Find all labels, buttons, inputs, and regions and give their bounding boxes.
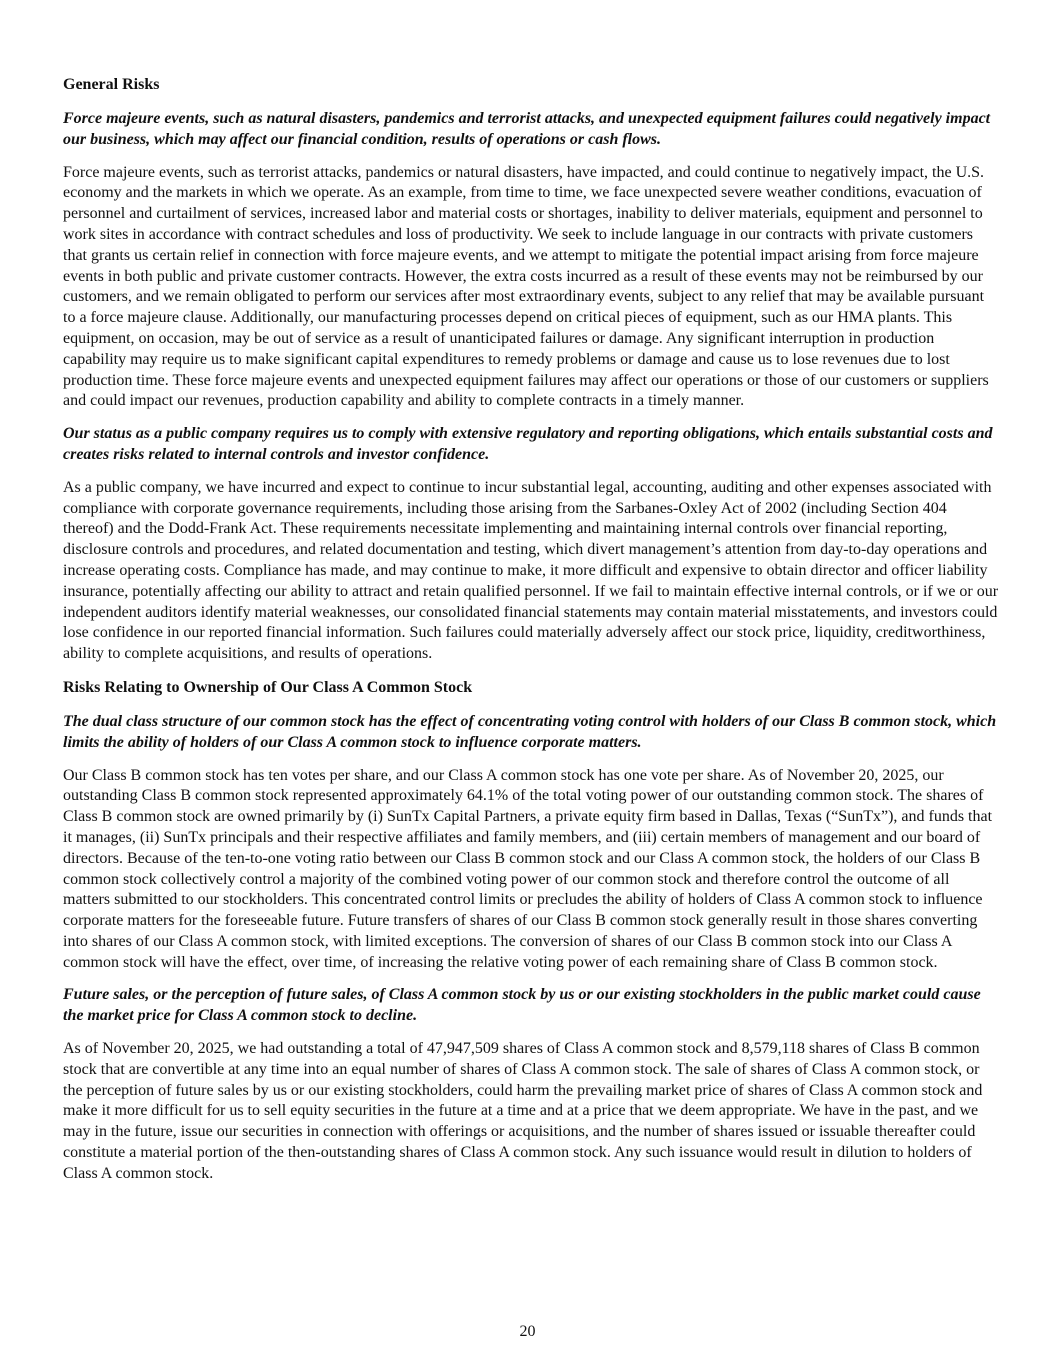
risk-title-force-majeure: Force majeure events, such as natural disasters, pandemics and terrorist attacks, and unexpected equipment failures could negatively impact our business, which may affect our financial condition, results of operations or cash flows. (63, 110, 991, 148)
section-heading-class-a-ownership: Risks Relating to Ownership of Our Class A Common Stock (63, 678, 473, 696)
risk-body-future-sales: As of November 20, 2025, we had outstanding a total of 47,947,509 shares of Class A common stock and 8,579,118 shares of Class B common stock that are convertible at any time into an equal number of shares of Class A common stock. The sale of shares of Class A common stock, or the perception of future sales by us or our existing stockholders, could harm the prevailing market price of shares of Class A common stock and make it more difficult for us to sell equity securities in the future at a time and at a price that we deem appropriate. We have in the past, and we may in the future, issue our securities in connection with offerings or acquisitions, and the number of shares issued or issuable thereafter could constitute a material portion of the then-outstanding shares of Class A common stock. Any such issuance would result in dilution to holders of Class A common stock. (63, 1040, 983, 1182)
risk-body-force-majeure: Force majeure events, such as terrorist attacks, pandemics or natural disasters, have impacted, and could continue to negatively impact, the U.S. economy and the markets in which we operate. As an example, from time to time, we face unexpected severe weather conditions, evacuation of personnel and curtailment of services, increased labor and material costs or shortages, inability to deliver materials, equipment and personnel to work sites in accordance with contract schedules and loss of productivity. We seek to include language in our contracts with private customers that grants us certain relief in connection with force majeure events, and we attempt to mitigate the potential impact arising from force majeure events in both public and private customer contracts. However, the extra costs incurred as a result of these events may not be reimbursed by our customers, and we remain obligated to perform our services after most extraordinary events, subject to any relief that may be available pursuant to a force majeure clause. Additionally, our manufacturing processes depend on critical pieces of equipment, such as our HMA plants. This equipment, on occasion, may be out of service as a result of unanticipated failures or damage. Any significant interruption in production capability may require us to make significant capital expenditures to remedy problems or damage and cause us to lose revenues due to lost production time. These force majeure events and unexpected equipment failures may affect our operations or those of our customers or suppliers and could impact our revenues, production capability and ability to complete contracts in a timely manner. (63, 163, 989, 410)
page-number: 20 (519, 1323, 536, 1340)
document-page (63, 74, 999, 1197)
section-heading-general-risks: General Risks (63, 76, 160, 93)
risk-title-future-sales: Future sales, or the perception of future sales, of Class A common stock by us or our existing stockholders in the public market could cause the market price for Class A common stock to decline. (63, 986, 981, 1025)
risk-title-dual-class: The dual class structure of our common stock has the effect of concentrating voting control with holders of our Class B common stock, which limits the ability of holders of our Class A common stock to influence corporate matters. (63, 712, 997, 751)
risk-body-dual-class: Our Class B common stock has ten votes per share, and our Class A common stock has one vote per share. As of November 20, 2025, our outstanding Class B common stock represented approximately 64.1% of the total voting power of our outstanding common stock. The shares of Class B common stock are owned primarily by (i) SunTx Capital Partners, a private equity firm based in Dallas, Texas (“SunTx”), and funds that it manages, (ii) SunTx principals and their respective affiliates and family members, and (iii) certain members of management and our board of directors. Because of the ten-to-one voting ratio between our Class B common stock and our Class A common stock, the holders of our Class B common stock collectively control a majority of the combined voting power of our common stock and therefore control the outcome of all matters submitted to our stockholders. This concentrated control limits or precludes the ability of holders of Class A common stock to influence corporate matters for the foreseeable future. Future transfers of shares of our Class B common stock generally result in those shares converting into shares of our Class A common stock, with limited exceptions. The conversion of shares of our Class B common stock into our Class A common stock will have the effect, over time, of increasing the relative voting power of each remaining share of Class B common stock. (63, 766, 993, 971)
risk-body-public-company: As a public company, we have incurred and expect to continue to incur substantial legal, accounting, auditing and other expenses associated with compliance with corporate governance requirements, including those arising from the Sarbanes-Oxley Act of 2002 (including Section 404 thereof) and the Dodd-Frank Act. These requirements necessitate implementing and maintaining internal controls over financial reporting, disclosure controls and procedures, and related documentation and testing, which divert management’s attention from day-to-day operations and increase operating costs. Compliance has made, and may continue to make, it more difficult and expensive to obtain director and officer liability insurance, potentially affecting our ability to attract and retain qualified personnel. If we fail to maintain effective internal controls, or if we or our independent auditors identify material weaknesses, our consolidated financial statements may contain material misstatements, and investors could lose confidence in our reported financial information. Such failures could materially adversely affect our stock price, liquidity, creditworthiness, ability to complete acquisitions, and results of operations. (63, 478, 999, 663)
risk-title-public-company: Our status as a public company requires us to comply with extensive regulatory and reporting obligations, which entails substantial costs and creates risks related to internal controls and investor confidence. (63, 425, 993, 463)
